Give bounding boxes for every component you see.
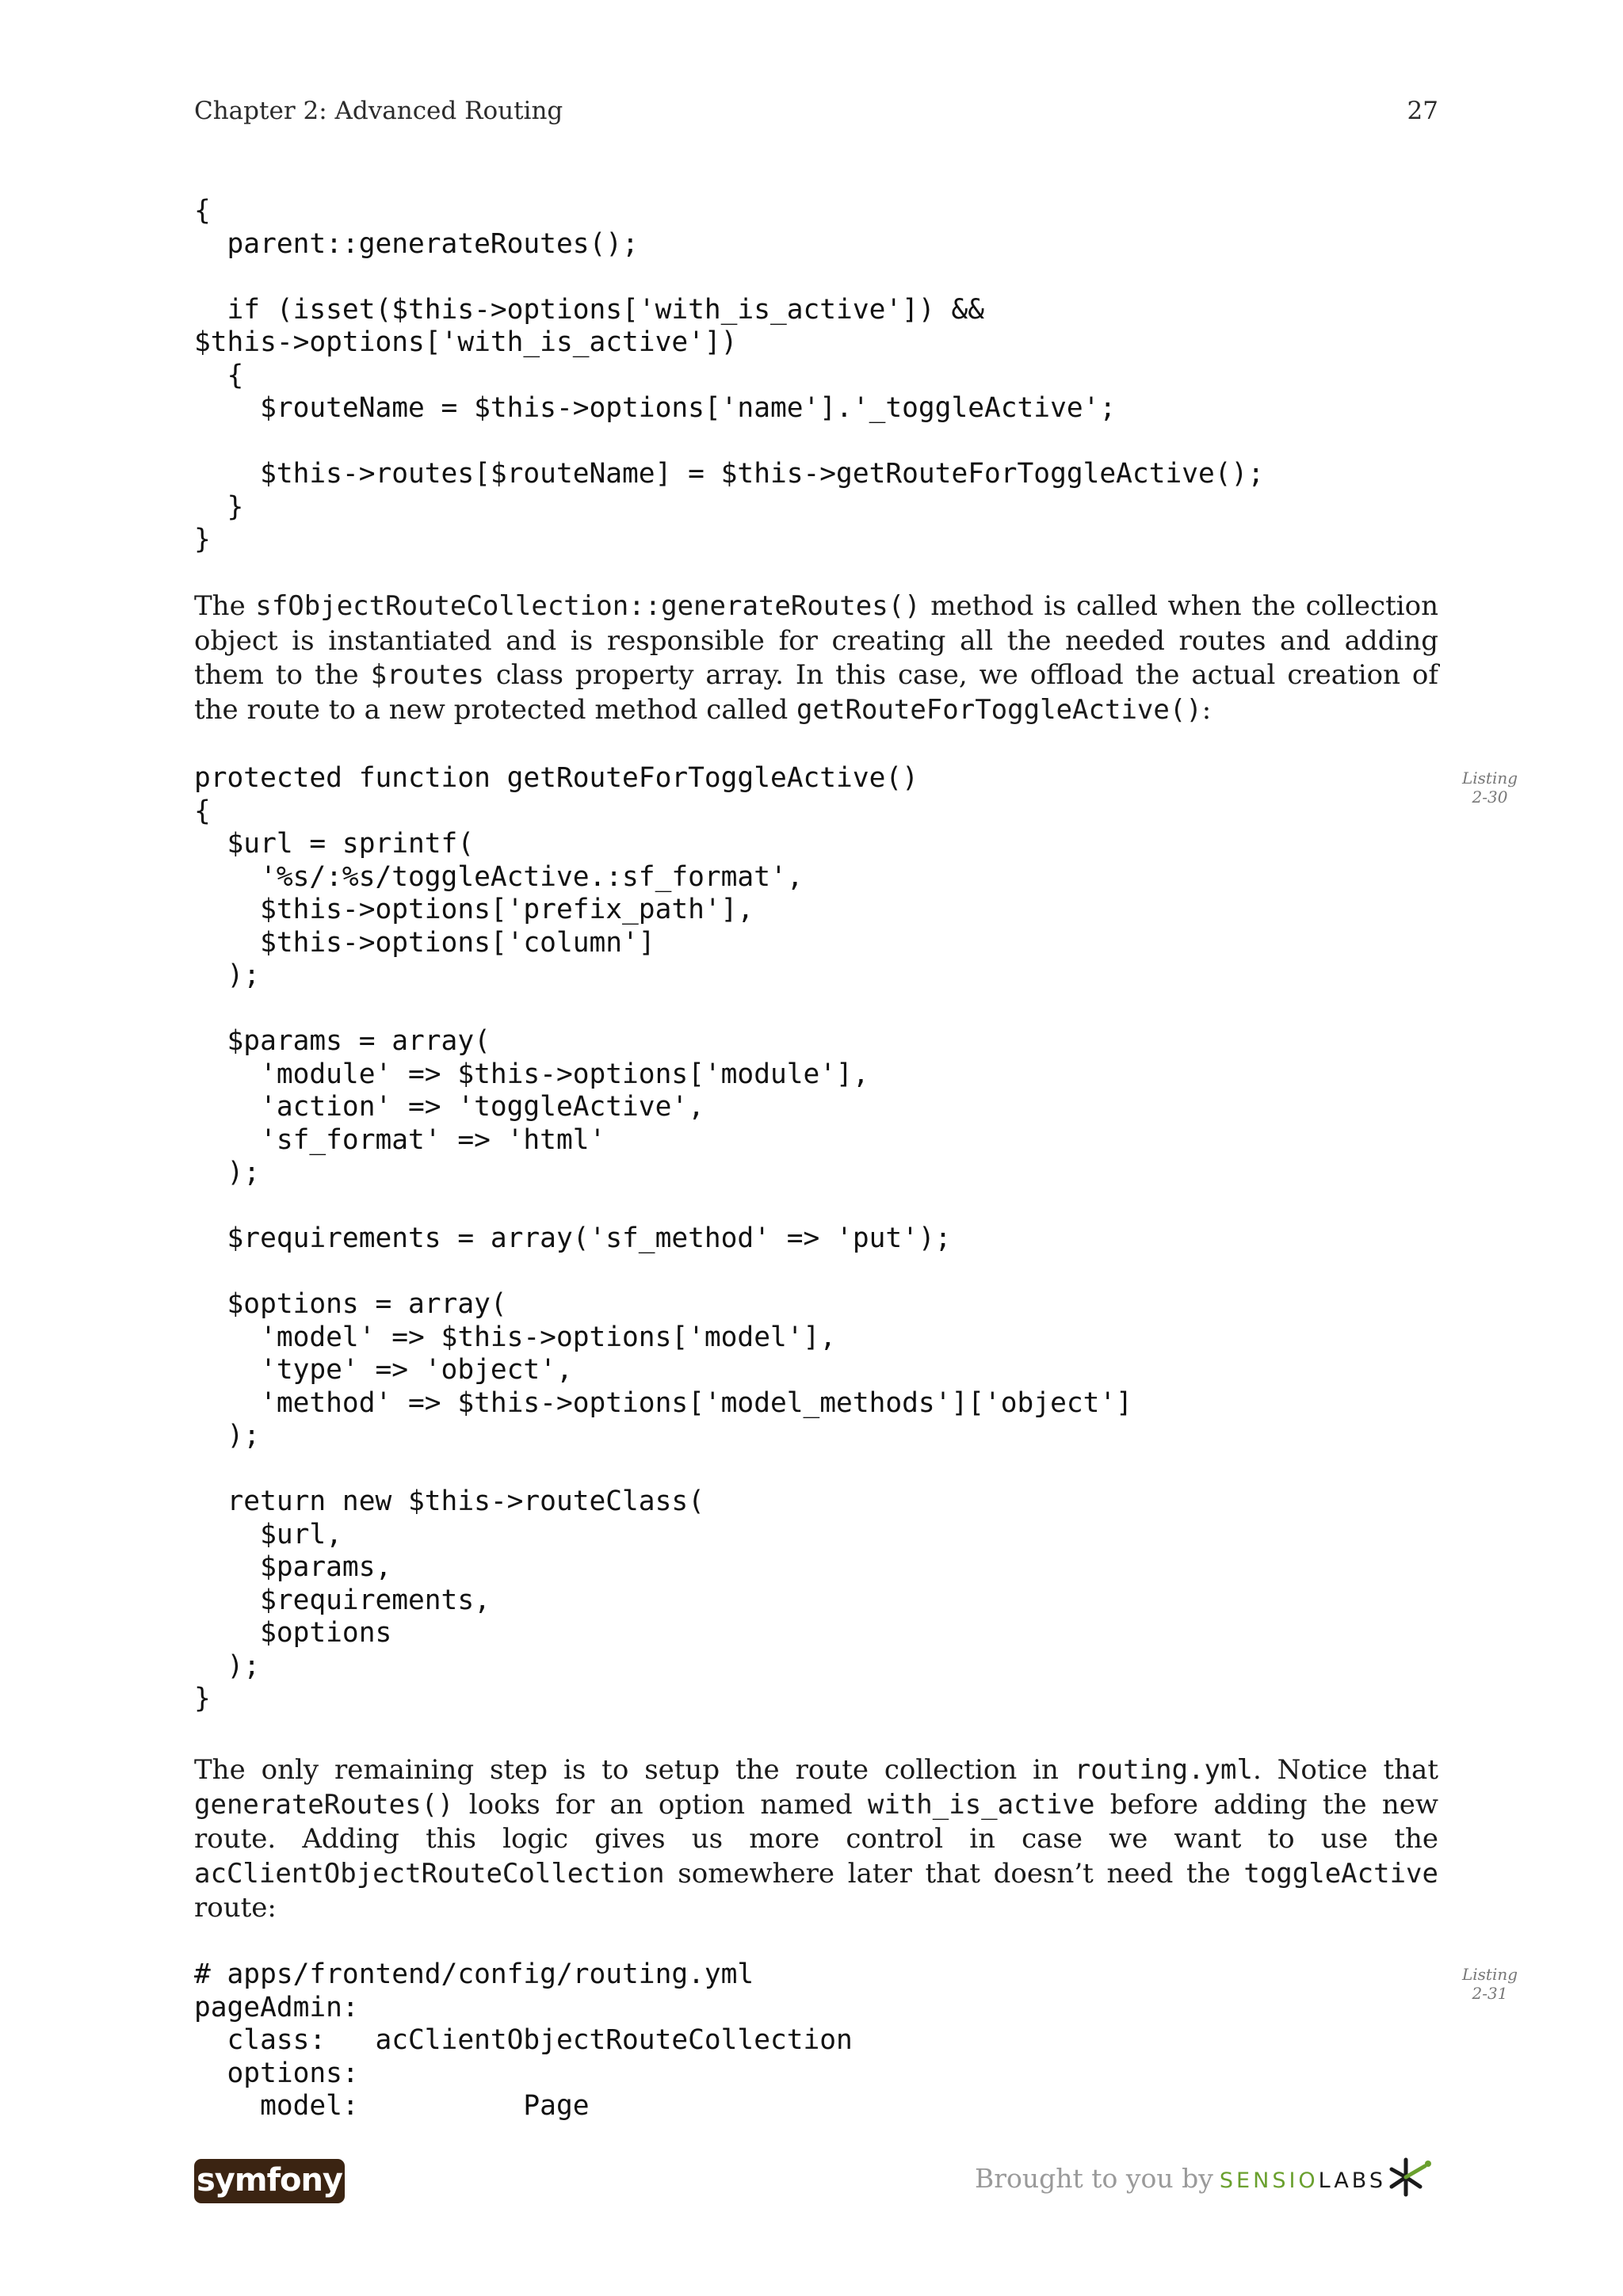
labs-text: LABS (1318, 2168, 1386, 2193)
listing-label-2-31: Listing 2-31 (1461, 1965, 1518, 2003)
code-listing-2-31: # apps/frontend/config/routing.yml pageAdmin: class: acClientObjectRouteCollection options: model: Page (194, 1958, 853, 2122)
sensiolabs-star-icon (1388, 2153, 1436, 2201)
inline-code: getRouteForToggleActive() (796, 693, 1202, 726)
code-listing-2-30: protected function getRouteForToggleActive() { $url = sprintf( '%s/:%s/toggleActive.:sf_format', $this->options['prefix_path'], $this->options['column'] ); $params = array( 'module' => $this->options['module'], 'action' => 'toggleActive', 'sf_format' => 'html' ); $requirements = array('sf_method' => 'put'); $options = array( 'model' => $this->options['model'], 'type' => 'object', 'method' => $this->options['model_methods']['object'] ); return new $this->routeClass( $url, $params, $requirements, $options ); } (194, 762, 1132, 1714)
inline-code: with_is_active (867, 1788, 1095, 1821)
inline-code: $routes (370, 659, 484, 691)
paragraph-routing-setup: The only remaining step is to setup the route collection in routing.yml. Notice that generateRoutes() looks for an option named with_is_active before adding the new route. Adding this logic gives us more control in case we want to use the acClientObjectRouteCollection somewhere later that doesn’t need the toggleActive route: (194, 1754, 1438, 1924)
listing-label-2-30: Listing 2-30 (1461, 769, 1518, 807)
page-number: 27 (1407, 97, 1438, 125)
chapter-title: Chapter 2: Advanced Routing (194, 97, 563, 125)
inline-code: routing.yml (1074, 1754, 1253, 1786)
brought-to-you-by: Brought to you by SENSIOLABS (975, 2163, 1386, 2194)
sensio-text: SENSIO (1219, 2168, 1319, 2193)
inline-code: toggleActive (1243, 1857, 1438, 1890)
page-header (194, 97, 1438, 130)
inline-code: generateRoutes() (194, 1788, 454, 1821)
paragraph-generate-routes: The sfObjectRouteCollection::generateRoutes() method is called when the collection object is instantiated and is responsible for creating all the needed routes and adding them to the $routes class property array. In this case, we offload the actual creation of the route to a new protected method called getRouteForToggleActive(): (194, 590, 1438, 726)
symfony-logo: symfony (194, 2159, 345, 2203)
inline-code: sfObjectRouteCollection::generateRoutes() (255, 590, 921, 622)
code-block-generate-routes: { parent::generateRoutes(); if (isset($this->options['with_is_active']) && $this->options['with_is_active']) { $routeName = $this->options['name'].'_toggleActive'; $this->routes[$routeName] = $this->getRouteForToggleActive(); } } (194, 195, 1265, 555)
inline-code: acClientObjectRouteCollection (194, 1857, 665, 1890)
